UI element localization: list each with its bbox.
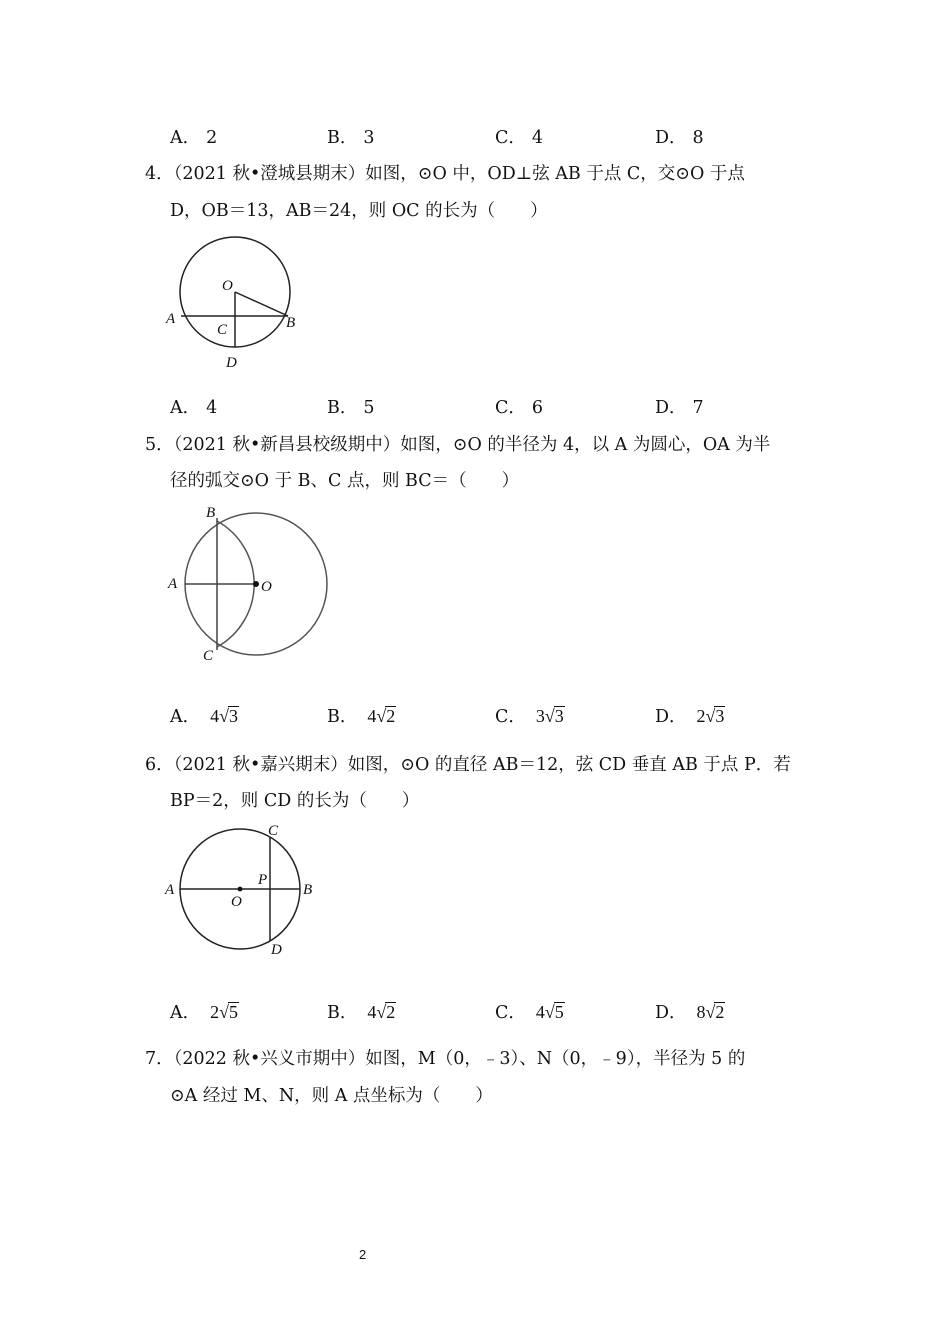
q6-label-p: P [258,872,268,888]
q7-stem-line2: ⊙A 经过 M、N，则 A 点坐标为（ ） [170,1086,493,1106]
q4-option-c: C． 6 [495,398,544,418]
q4-stem-line2: D，OB＝13，AB＝24，则 OC 的长为（ ） [170,201,548,221]
q5-stem-line1: 5．（2021 秋•新昌县校级期中）如图，⊙O 的半径为 4，以 A 为圆心，OA 为半 [145,435,771,455]
q5-option-c: C． 3√3 [495,706,564,727]
q4-option-d: D． 7 [655,398,704,418]
q4-label-o: O [222,278,233,294]
q5-figure [160,500,340,674]
q3-option-d: D． 8 [655,128,704,148]
q4-figure [160,230,320,379]
q3-option-b: B． 3 [327,128,375,148]
q6-label-o: O [231,894,242,910]
q6-figure [160,818,330,967]
q6-label-a: A [165,882,175,898]
q6-label-c: C [268,823,279,839]
q4-option-a: A． 4 [170,398,218,418]
q5-label-a: A [168,576,178,592]
q5-option-b: B． 4√2 [327,706,396,727]
q6-option-a: A． 2√5 [170,1002,239,1023]
q5-option-a: A． 4√3 [170,706,239,727]
q4-label-b: B [286,315,296,331]
q4-option-b: B． 5 [327,398,375,418]
q3-option-c: C． 4 [495,128,544,148]
q6-option-b: B． 4√2 [327,1002,396,1023]
q6-label-d: D [271,942,282,958]
q6-center-o [238,887,243,892]
q5-center-o [253,581,259,587]
q4-label-a: A [166,311,176,327]
q6-option-c: C． 4√5 [495,1002,564,1023]
q6-stem-line2: BP＝2，则 CD 的长为（ ） [170,791,420,811]
q4-label-d: D [226,355,237,371]
q4-label-c: C [217,322,228,338]
q5-option-d: D． 2√3 [655,706,725,727]
q5-stem-line2: 径的弧交⊙O 于 B、C 点，则 BC＝（ ） [170,471,520,491]
q6-label-b: B [303,882,313,898]
q5-label-o: O [261,579,272,595]
q4-segment-ob [235,292,288,316]
q6-option-d: D． 8√2 [655,1002,725,1023]
q4-stem-line1: 4．（2021 秋•澄城县期末）如图，⊙O 中，OD⊥弦 AB 于点 C，交⊙O 于点 [145,164,745,184]
q5-label-b: B [206,505,216,521]
q7-stem-line1: 7．（2022 秋•兴义市期中）如图，M（0，﹣3）、N（0，﹣9），半径为 5 的 [145,1049,746,1069]
page-number: 2 [359,1247,367,1262]
q6-stem-line1: 6．（2021 秋•嘉兴期末）如图，⊙O 的直径 AB＝12，弦 CD 垂直 AB 于点 P．若 [145,755,791,775]
q3-option-a: A． 2 [170,128,218,148]
q5-label-c: C [203,648,214,664]
